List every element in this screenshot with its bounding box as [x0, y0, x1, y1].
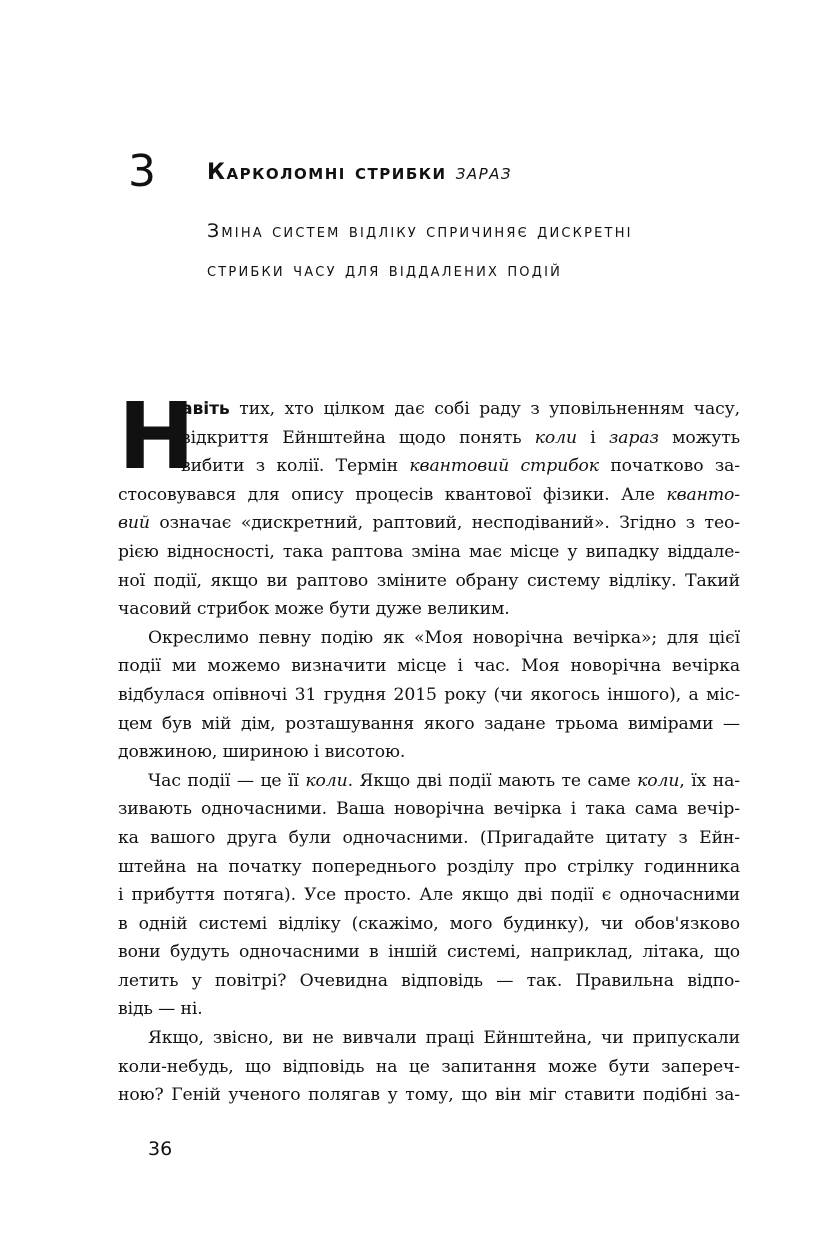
italic-term: вий [118, 513, 150, 534]
text-line: рією відносності, така раптова зміна має місце у випадку віддале- [118, 541, 740, 562]
paragraph-2 [118, 624, 740, 767]
text-line [181, 395, 740, 424]
page-number: 36 [148, 1138, 173, 1160]
text-line: зивають одночасними. Ваша новорічна вечірка і така сама вечір- [118, 799, 740, 820]
text-line [118, 767, 740, 796]
text-line: і прибуття потяга). Усе просто. Але якщо дві події є одночасними [118, 885, 740, 906]
text-line [181, 424, 740, 453]
text-span: . Якщо дві події мають те саме [347, 770, 638, 791]
text-line: ка вашого друга були одночасними. (Пригадайте цитату з Ейн- [118, 827, 740, 848]
text-span: тих, хто цілком дає собі раду з уповільненням часу, [229, 399, 740, 419]
text-line: відь — ні. [118, 999, 203, 1020]
italic-term: коли [534, 427, 577, 448]
text-line: часовий стрибок може бути дуже великим. [118, 599, 510, 620]
italic-term: коли [305, 770, 348, 791]
chapter-title [207, 160, 512, 185]
chapter-subtitle-line: стрибки часу для віддалених подій [207, 259, 563, 281]
text-line [118, 509, 740, 538]
text-line: вони будуть одночасними в іншій системі, наприклад, літака, що [118, 942, 740, 963]
text-line: довжиною, шириною і висотою. [118, 742, 406, 763]
text-span: можуть [658, 427, 740, 448]
italic-term: коли [637, 770, 680, 791]
text-line: цем був мій дім, розташування якого задане трьома вимірами — [118, 713, 740, 734]
text-line: Окреслимо певну подію як «Моя новорічна вечірка»; для цієї [148, 627, 740, 648]
text-line: коли-небудь, що відповідь на це запитання може бути запереч- [118, 1056, 740, 1077]
text-span: стосовувався для опису процесів квантової фізики. Але [118, 484, 667, 505]
text-line: летить у повітрі? Очевидна відповідь — так. Правильна відпо- [118, 970, 740, 991]
text-span: вибити з колії. Термін [181, 456, 410, 477]
text-line: відбулася опівночі 31 грудня 2015 року (чи якогось іншого), а міс- [118, 684, 740, 705]
paragraph-3 [118, 767, 740, 1024]
lead-bold: авіть [181, 399, 230, 419]
text-span: , їх на- [679, 770, 740, 791]
text-span: і [577, 427, 610, 448]
text-line: штейна на початку попереднього розділу про стрілку годинника [118, 856, 740, 877]
text-line [118, 481, 740, 510]
text-line: ної події, якщо ви раптово зміните обрану систему відліку. Такий [118, 570, 740, 591]
chapter-subtitle [207, 212, 767, 290]
body-text [118, 383, 740, 1110]
text-span: відкриття Ейнштейна щодо понять [181, 427, 535, 448]
drop-cap: Н [118, 383, 195, 490]
paragraph-4 [118, 1024, 740, 1110]
text-span: означає «дискретний, раптовий, несподіваний». Згідно з тео- [149, 513, 740, 534]
text-span: початково за- [598, 456, 740, 477]
chapter-title-main: Карколомні стрибки [207, 160, 447, 185]
chapter-subtitle-line: Зміна систем відліку спричиняє дискретні [207, 220, 633, 242]
text-line: події ми можемо визначити місце і час. Моя новорічна вечірка [118, 656, 740, 677]
text-line: ною? Геній ученого полягав у тому, що він міг ставити подібні за- [118, 1085, 740, 1106]
paragraph-1 [118, 383, 740, 624]
chapter-title-italic: зараз [455, 160, 513, 185]
chapter-number: 3 [128, 146, 156, 197]
text-span: Час події — це її [148, 770, 306, 791]
text-line: Якщо, звісно, ви не вивчали праці Ейнштейна, чи припускали [148, 1028, 740, 1049]
text-line: в одній системі відліку (скажімо, мого будинку), чи обов'язково [118, 913, 740, 934]
text-line [181, 452, 740, 481]
italic-term: кванто- [666, 484, 740, 505]
italic-term: квантовий стрибок [409, 456, 599, 477]
italic-term: зараз [609, 427, 659, 448]
